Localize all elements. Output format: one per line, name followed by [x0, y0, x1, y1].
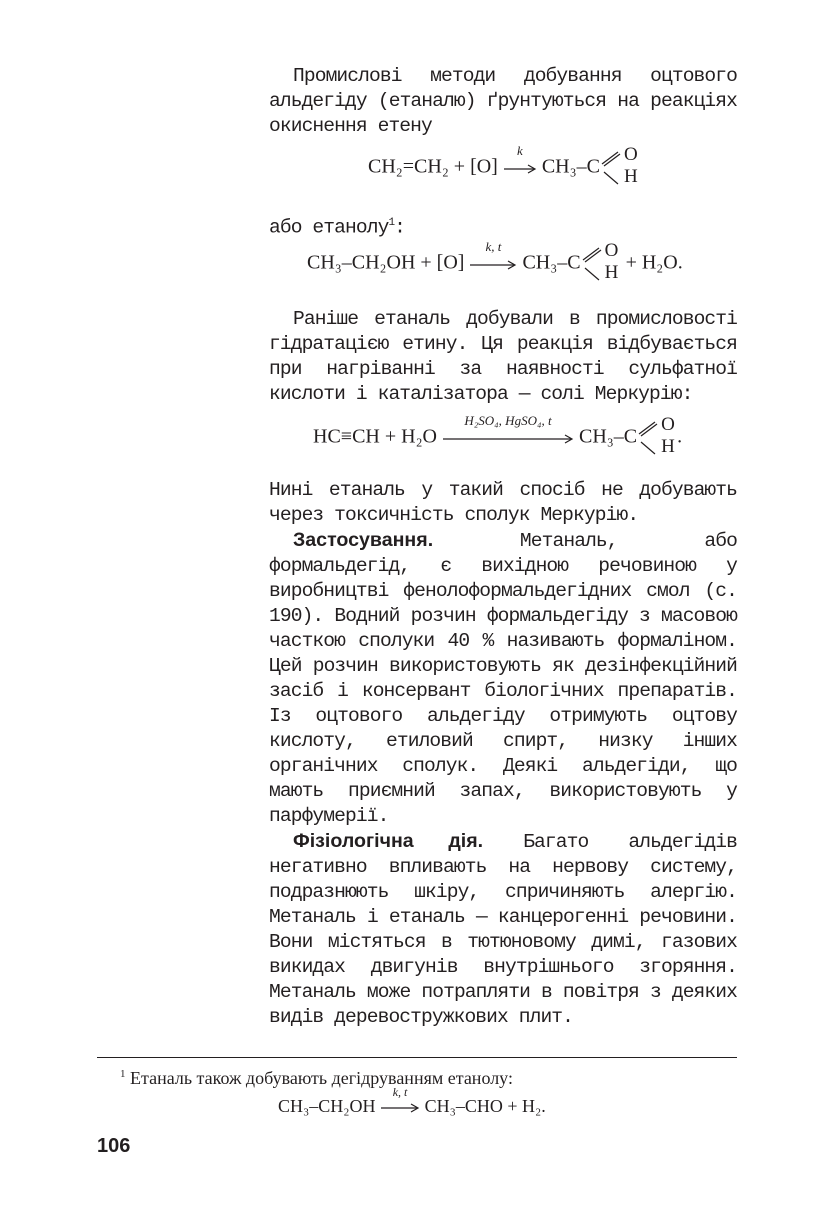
physiology-paragraph: [269, 829, 737, 1030]
reaction-arrow-icon: [380, 1103, 420, 1113]
eq1-hydrogen: H: [623, 166, 638, 187]
eq1-reactants: CH₂=CH₂ + [O]: [368, 155, 498, 178]
eq3-oxygen: O: [661, 414, 675, 435]
aldehyde-group-icon: [637, 414, 677, 458]
eq2-reactants: CH₃–CH₂OH + [O]: [307, 251, 465, 274]
toxicity-text: Нині етаналь у такий спосіб не добувають через токсичність сполук Меркурію.: [269, 479, 737, 526]
footnote-text: Етаналь також добувають дегідруванням етанолу:: [125, 1068, 513, 1088]
equation-ethene-oxidation: [368, 142, 640, 188]
hydration-paragraph: [269, 307, 737, 407]
intro-text: Промислові методи добування оцтового альдегіду (етаналю) ґрунтуються на реакціях окиснення етену: [269, 65, 737, 137]
aldehyde-group-icon: [581, 240, 621, 284]
or-ethanol-colon: :: [394, 216, 406, 239]
applications-paragraph: [269, 528, 737, 829]
footnote-equation: [278, 1085, 546, 1118]
footnote-eq-arrow: [380, 1085, 420, 1118]
or-ethanol-text: або етанолу: [269, 216, 389, 239]
eq2-arrow: [469, 238, 517, 276]
applications-text: Метаналь, або формальдегід, є вихідною речовиною у виробництві фенолоформальдегідних смол (с. 190). Водний розчин формальдегіду з масовою часткою сполуки 40 % називають формаліном. Цей розчин використовують як дезінфекційний засіб і консервант біологічних препаратів. Із оцтового альдегіду отримують оцтову кислоту, етиловий спирт, низку інших органічних сполук. Деякі альдегіди, що мають приємний запах, використовують у парфумерії.: [269, 530, 737, 827]
reaction-arrow-icon: [503, 164, 537, 174]
footnote-eq-condition: k, t: [392, 1085, 408, 1100]
physiology-heading: Фізіологічна дія.: [293, 830, 484, 852]
equation-ethyne-hydration: [313, 412, 683, 458]
eq3-product: CH₃–C: [578, 425, 638, 448]
eq3-arrow: [442, 412, 574, 450]
eq3-reactants: HC≡CH + H₂O: [313, 425, 437, 448]
toxicity-paragraph: [269, 478, 737, 528]
eq1-condition: k: [516, 142, 523, 158]
reaction-arrow-icon: [469, 260, 517, 270]
eq3-condition: H₂SO₄, HgSO₄, t: [464, 412, 552, 428]
footnote: [120, 1068, 513, 1089]
eq2-water: + H₂O.: [625, 251, 683, 274]
footnote-ref: 1: [388, 217, 395, 229]
eq2-product: CH₃–C: [522, 251, 581, 274]
applications-heading: Застосування.: [293, 529, 434, 551]
or-ethanol-line: [269, 211, 737, 241]
eq1-oxygen: O: [623, 144, 638, 165]
intro-paragraph: [269, 64, 737, 139]
eq2-condition: k, t: [485, 238, 502, 254]
aldehyde-group-icon: [600, 144, 640, 188]
footnote-eq-left: CH₃–CH₂OH: [278, 1096, 376, 1116]
eq2-oxygen: O: [604, 240, 619, 261]
eq3-hydrogen: H: [661, 436, 675, 457]
equation-ethanol-oxidation: [307, 238, 683, 284]
footnote-mark: 1: [120, 1068, 126, 1080]
footnote-eq-right: CH₃–CHO + H₂.: [424, 1096, 546, 1116]
footnote-divider: [97, 1057, 737, 1058]
page-number: 106: [97, 1135, 131, 1157]
hydration-text: Раніше етаналь добували в промисловості гідратацією етину. Ця реакція відбувається при нагріванні за наявності сульфатної кислоти і каталізатора — солі Меркурію:: [269, 308, 737, 405]
eq1-arrow: [503, 142, 537, 180]
physiology-text: Багато альдегідів негативно впливають на нервову систему, подразнюють шкіру, спричиняють алергію. Метаналь і етаналь — канцерогенні речовини. Вони містяться в тютюновому димі, газових викидах двигунів внутрішнього згоряння. Метаналь може потрапляти в повітря з деяких видів деревостружкових плит.: [269, 831, 737, 1028]
eq2-hydrogen: H: [604, 262, 619, 283]
eq1-product: CH₃–C: [541, 155, 600, 178]
reaction-arrow-icon: [442, 434, 574, 444]
eq3-period: .: [677, 425, 683, 448]
